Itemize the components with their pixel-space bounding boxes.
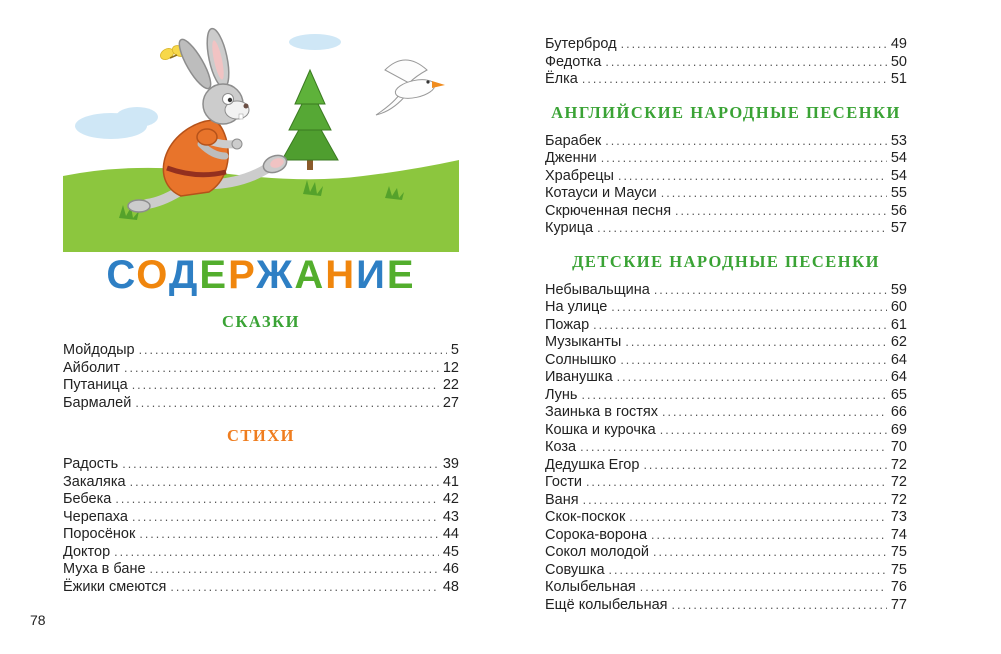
dot-leader [135, 395, 439, 413]
dot-leader [620, 352, 887, 370]
toc-entry-title: Сорока-ворона [545, 526, 648, 543]
toc-entry-page: 53 [890, 132, 907, 149]
toc-entry [545, 439, 907, 457]
toc-entry [545, 299, 907, 317]
toc-entry-page: 69 [890, 421, 907, 438]
toc-entry [545, 474, 907, 492]
toc-entry-title: Бармалей [63, 394, 132, 411]
toc-entry-title: Сокол молодой [545, 544, 649, 560]
toc-entry [63, 395, 459, 413]
toc-entry [545, 317, 907, 335]
dot-leader [654, 282, 887, 300]
dot-leader [580, 439, 887, 457]
toc-entry-page: 39 [442, 456, 459, 472]
toc-entry-title: Кошка и курочка [545, 421, 656, 438]
dot-leader [601, 150, 887, 168]
toc-entry [545, 527, 907, 545]
section-heading: ДЕТСКИЕ НАРОДНЫЕ ПЕСЕНКИ [572, 251, 880, 271]
toc-entry-title: Курица [545, 220, 594, 236]
toc-entry [545, 168, 907, 186]
contents-title-letter: Р [228, 253, 257, 297]
toc-entry [545, 422, 907, 440]
toc-entry [545, 150, 907, 168]
toc-entry-title: На улице [545, 299, 608, 315]
toc-entry-title: Музыканты [545, 334, 622, 350]
toc-entry [545, 562, 907, 580]
left-page [63, 26, 459, 596]
toc-entry-title: Котауси и Мауси [545, 185, 657, 201]
toc-entry-title: Скок-поскок [545, 509, 626, 525]
page-number: 78 [30, 612, 46, 628]
toc-entry [545, 457, 907, 475]
toc-entry-page: 66 [890, 404, 907, 420]
toc-entry-page: 41 [442, 473, 459, 490]
dot-leader [170, 579, 438, 597]
toc-entry-page: 60 [890, 299, 907, 315]
dot-leader [618, 168, 887, 186]
toc-entry-page: 55 [890, 185, 907, 201]
toc-entry-page: 44 [442, 526, 459, 542]
toc-entry-title: Колыбельная [545, 579, 636, 595]
toc-entry-title: Пожар [545, 316, 590, 333]
toc-entry-page: 56 [890, 202, 907, 219]
toc-entry-title: Иванушка [545, 369, 613, 385]
toc-entry [545, 579, 907, 597]
dot-leader [605, 133, 887, 151]
toc-entry-title: Доктор [63, 543, 111, 560]
contents-title-letter: С [106, 253, 137, 297]
toc-entry-title: Айболит [63, 359, 121, 376]
section-heading: СТИХИ [226, 426, 295, 445]
dot-leader [139, 342, 447, 360]
dot-leader [651, 527, 887, 545]
dot-leader [609, 562, 887, 580]
toc-entry [545, 203, 907, 221]
toc-entry-page: 43 [442, 508, 459, 525]
toc-entry-page: 57 [890, 220, 907, 236]
toc-entry-page: 61 [890, 316, 907, 333]
toc-entry-title: Ёлка [545, 71, 578, 87]
toc-entry [63, 509, 459, 527]
toc-entry-page: 50 [890, 53, 907, 70]
dot-leader [629, 509, 887, 527]
toc-entry-page: 65 [890, 386, 907, 403]
dot-leader [586, 474, 887, 492]
toc-entry [545, 71, 907, 89]
toc-entry-page: 72 [890, 474, 907, 490]
toc-entry-title: Поросёнок [63, 526, 136, 542]
contents-title-letter: Н [325, 253, 357, 297]
toc-entry [63, 579, 459, 597]
dot-leader [122, 456, 439, 474]
toc-entry-page: 27 [442, 394, 459, 411]
toc-entry [545, 54, 907, 72]
toc-entry [63, 360, 459, 378]
toc-entry-page: 64 [890, 351, 907, 368]
dot-leader [611, 299, 887, 317]
toc-entry-page: 54 [890, 150, 907, 166]
toc-entry-title: Бебека [63, 491, 112, 507]
toc-entry-title: Бутерброд [545, 36, 617, 52]
toc-entry [545, 133, 907, 151]
dot-leader [660, 422, 887, 440]
dot-leader [582, 387, 887, 405]
contents-title-letter: Е [386, 253, 416, 297]
toc-entry-title: Ёжики смеются [63, 578, 167, 595]
dot-leader [672, 597, 887, 615]
toc-entry-page: 5 [450, 342, 459, 358]
toc-entry-page: 46 [442, 561, 459, 577]
cloud-top [289, 34, 341, 50]
toc-entry-title: Радость [63, 456, 119, 472]
dot-leader [661, 185, 887, 203]
toc-entry-title: Муха в бане [63, 561, 146, 577]
toc-entry-page: 72 [890, 456, 907, 473]
toc-entry-title: Ещё колыбельная [545, 596, 668, 613]
toc-entry [545, 220, 907, 238]
toc-entry-page: 45 [442, 543, 459, 560]
dot-leader [582, 71, 887, 89]
toc-entry [63, 377, 459, 395]
toc-entry [63, 544, 459, 562]
toc-entry-page: 64 [890, 369, 907, 385]
dot-leader [130, 474, 439, 492]
toc-entry-page: 12 [442, 359, 459, 376]
toc-entry-page: 59 [890, 281, 907, 298]
toc-entry [545, 597, 907, 615]
toc-entry-title: Черепаха [63, 508, 128, 525]
toc-entry-title: Заинька в гостях [545, 404, 658, 420]
toc-entry-page: 76 [890, 579, 907, 595]
dot-leader [114, 544, 439, 562]
toc-entry [545, 282, 907, 300]
toc-entry [545, 544, 907, 562]
toc-entry-page: 22 [442, 377, 459, 393]
toc-entry [545, 404, 907, 422]
dot-leader [653, 544, 887, 562]
dot-leader [605, 54, 887, 72]
dot-leader [593, 317, 887, 335]
contents-title-letter: Ж [256, 253, 295, 297]
toc-entry-page: 75 [890, 544, 907, 560]
dot-leader [115, 491, 439, 509]
toc-entry-title: Гости [545, 474, 582, 490]
toc-entry-page: 75 [890, 561, 907, 578]
toc-entry [63, 342, 459, 360]
toc-entry-title: Солнышко [545, 351, 617, 368]
toc-entry-page: 42 [442, 491, 459, 507]
dot-leader [621, 36, 887, 54]
toc-entry-page: 77 [890, 596, 907, 613]
dot-leader [132, 509, 439, 527]
toc-entry [63, 474, 459, 492]
toc-entry-title: Небывальщина [545, 281, 650, 298]
right-toc [545, 36, 907, 614]
toc-entry-title: Лунь [545, 386, 578, 403]
toc-entry-page: 48 [442, 578, 459, 595]
cloud-left [75, 107, 158, 139]
toc-entry [545, 509, 907, 527]
toc-entry [63, 456, 459, 474]
dot-leader [617, 369, 887, 387]
toc-entry [545, 334, 907, 352]
toc-entry-page: 54 [890, 167, 907, 184]
dot-leader [662, 404, 887, 422]
toc-entry [63, 561, 459, 579]
running-hare-illustration [63, 26, 459, 252]
dot-leader [640, 579, 887, 597]
toc-entry [545, 36, 907, 54]
toc-entry-title: Дженни [545, 150, 597, 166]
toc-entry-page: 62 [890, 334, 907, 350]
contents-title-letter: О [136, 253, 169, 297]
toc-entry-page: 51 [890, 71, 907, 87]
toc-entry-page: 49 [890, 36, 907, 52]
dot-leader [643, 457, 886, 475]
dot-leader [124, 360, 439, 378]
toc-entry [545, 369, 907, 387]
toc-entry-title: Ваня [545, 491, 579, 508]
toc-entry [545, 185, 907, 203]
toc-entry-page: 72 [890, 491, 907, 508]
contents-title-letter: Е [199, 253, 229, 297]
toc-entry-page: 74 [890, 526, 907, 543]
toc-entry-page: 70 [890, 439, 907, 455]
toc-entry-title: Мойдодыр [63, 342, 135, 358]
dot-leader [625, 334, 887, 352]
contents-title-letter: И [356, 253, 387, 297]
toc-entry-title: Путаница [63, 377, 128, 393]
toc-entry-title: Закаляка [63, 473, 126, 490]
contents-title-letter: Д [168, 253, 200, 297]
toc-entry [545, 492, 907, 510]
toc-entry-page: 73 [890, 509, 907, 525]
toc-entry-title: Федотка [545, 53, 602, 70]
contents-title [63, 252, 459, 298]
toc-entry-title: Скрюченная песня [545, 202, 672, 219]
contents-title-letter: А [294, 253, 326, 297]
toc-entry [545, 387, 907, 405]
dot-leader [139, 526, 439, 544]
toc-entry-title: Дедушка Егор [545, 456, 640, 473]
toc-entry-title: Совушка [545, 561, 605, 578]
dot-leader [150, 561, 439, 579]
toc-entry-title: Коза [545, 439, 577, 455]
left-toc [63, 311, 459, 596]
toc-entry [63, 526, 459, 544]
fir-tree [282, 70, 338, 170]
section-heading: АНГЛИЙСКИЕ НАРОДНЫЕ ПЕСЕНКИ [551, 102, 901, 122]
dot-leader [675, 203, 887, 221]
seagull-icon [376, 60, 445, 115]
toc-entry [545, 352, 907, 370]
section-heading: СКАЗКИ [222, 312, 300, 331]
toc-entry-title: Храбрецы [545, 167, 614, 184]
right-page [545, 36, 907, 614]
dot-leader [597, 220, 887, 238]
dot-leader [583, 492, 887, 510]
dot-leader [132, 377, 439, 395]
toc-entry-title: Барабек [545, 132, 602, 149]
toc-entry [63, 491, 459, 509]
